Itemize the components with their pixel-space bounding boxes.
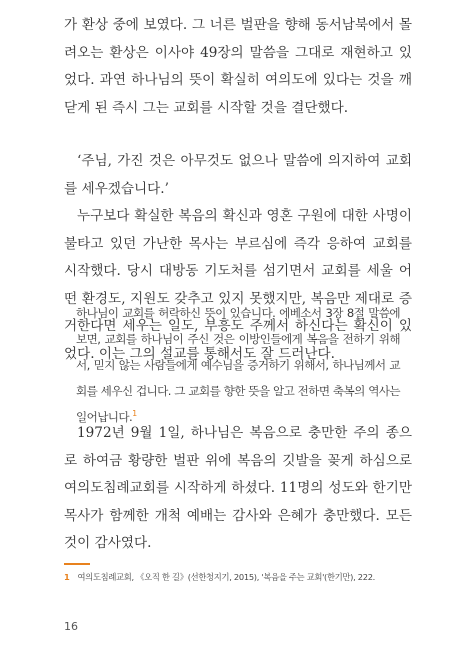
footnote-text: 여의도침례교회, 《오직 한 길》(선한청지기, 2015), '복음을 주는 교회'(한기만), 222. [77,572,376,582]
body-paragraph-prayer [64,148,412,203]
body-paragraph-4 [64,420,412,558]
footnote [64,571,444,583]
body-paragraph-1 [64,12,412,122]
page-number: 16 [64,620,78,633]
footnote-number: 1 [64,572,70,582]
footnote-divider [64,563,90,565]
paragraph-text: ‘주님, 가진 것은 아무것도 없으나 말씀에 의지하여 교회를 세우겠습니다.’ [64,153,412,197]
paragraph-text: 1972년 9월 1일, 하나님은 복음으로 충만한 주의 종으로 하여금 황량한 벌판 위에 복음의 깃발을 꽂게 하심으로 여의도침례교회를 시작하게 하셨다. 11명의 성도와 한기만 목사가 함께한 개척 예배는 감사와 은혜가 충만했다. 모든 것이 감사였다. [64,425,412,551]
quote-text: 하나님이 교회를 허락하신 뜻이 있습니다. 에베소서 3장 8절 말씀에 보면, 교회를 하나님이 주신 것은 이방인들에게 복음을 전하기 위해서, 믿지 않는 사람들에게 예수님을 증거하기 위해서, 하나님께서 교회를 세우신 겁니다. 그 교회를 향한 뜻을 알고 전하면 축복의 역사는 일어납니다. [76,306,400,424]
footnote-reference-mark[interactable]: 1 [132,409,137,419]
paragraph-text: 가 환상 중에 보였다. 그 너른 벌판을 향해 동서남북에서 몰려오는 환상은 이사야 49장의 말씀을 그대로 재현하고 있었다. 과연 하나님의 뜻이 확실히 여의도에 있다는 것을 깨닫게 된 즉시 그는 교회를 시작할 것을 결단했다. [64,17,412,116]
sermon-quote [76,300,400,430]
paragraph-text: 누구보다 확실한 복음의 확신과 영혼 구원에 대한 사명이 불타고 있던 가난한 목사는 부르심에 즉각 응하여 교회를 시작했다. 당시 대방동 기도처를 섬기면서 교회를 세울 어떤 환경도, 지원도 갖추고 있지 못했지만, 복음만 제대로 증거한다면 세우는 일도, 부흥도 주께서 하신다는 확신이 있었다. 이는 그의 설교를 통해서도 잘 드러난다. [64,208,412,362]
quote-paragraph [76,300,400,430]
